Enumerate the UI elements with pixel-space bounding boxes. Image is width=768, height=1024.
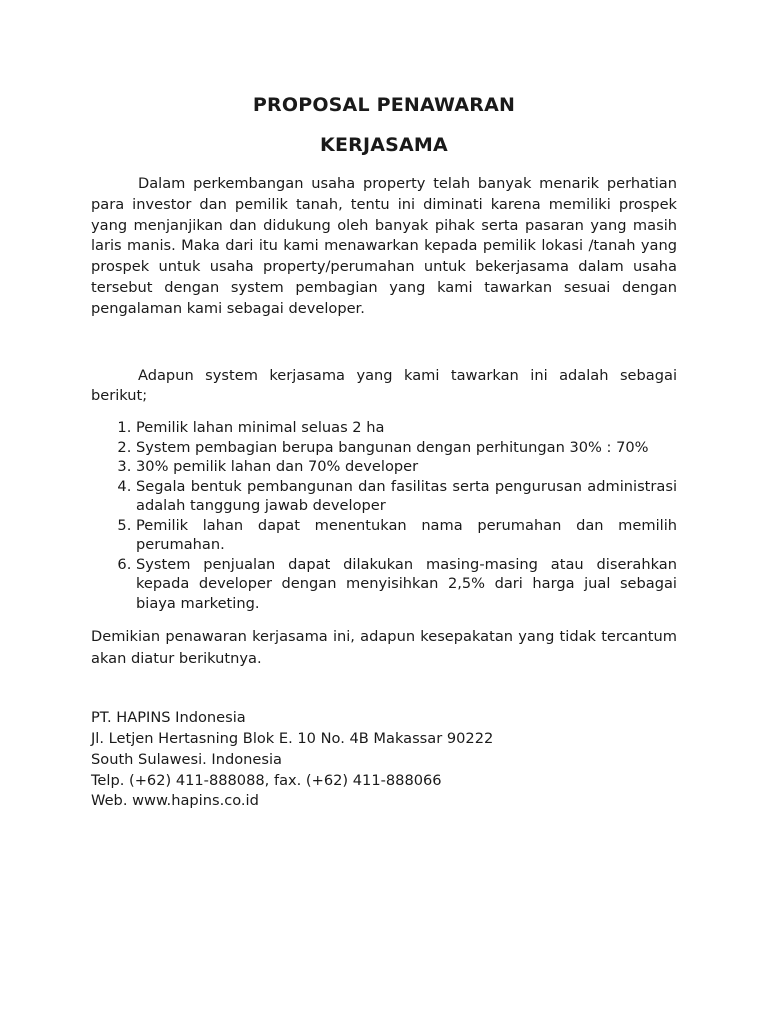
company-address-block [91, 708, 677, 812]
closing-paragraph: Demikian penawaran kerjasama ini, adapun kesepakatan yang tidak tercantum akan diatur berikutnya. [91, 628, 677, 668]
company-address: Jl. Letjen Hertasning Blok E. 10 No. 4B Makassar 90222 [91, 729, 494, 747]
list-item: 1. Pemilik lahan minimal seluas 2 ha [136, 418, 677, 438]
intro-paragraph: Dalam perkembangan usaha property telah banyak menarik perhatian para investor dan pemilik tanah, tentu ini diminati karena memiliki prospek yang menjanjikan dan didukung oleh banyak pihak serta pasaran yang masih laris manis. Maka dari itu kami menawarkan kepada pemilik lokasi /tanah yang prospek untuk usaha property/perumahan untuk bekerjasama dalam usaha tersebut dengan system pembagian yang kami tawarkan sesuai dengan pengalaman kami sebagai developer. [91, 175, 677, 317]
list-item: 2. System pembagian berupa bangunan dengan perhitungan 30% : 70% [136, 438, 677, 458]
company-name: PT. HAPINS Indonesia [91, 709, 246, 727]
list-item: 5. Pemilik lahan dapat menentukan nama perumahan dan memilih perumahan. [136, 516, 677, 555]
terms-list [91, 418, 677, 613]
document-content [91, 92, 677, 812]
company-web: Web. www.hapins.co.id [91, 792, 259, 810]
list-item: 4. Segala bentuk pembangunan dan fasilitas serta pengurusan administrasi adalah tanggung jawab developer [136, 477, 677, 516]
list-item: 3. 30% pemilik lahan dan 70% developer [136, 457, 677, 477]
list-item: 6. System penjualan dapat dilakukan masing-masing atau diserahkan kepada developer dengan menyisihkan 2,5% dari harga jual sebagai biaya marketing. [136, 555, 677, 614]
system-intro-paragraph: Adapun system kerjasama yang kami tawarkan ini adalah sebagai berikut; [91, 366, 677, 405]
company-phone: Telp. (+62) 411-888088, fax. (+62) 411-888066 [91, 771, 442, 789]
title-line-1: PROPOSAL PENAWARAN [252, 94, 516, 116]
company-region: South Sulawesi. Indonesia [91, 750, 282, 768]
title-line-2: KERJASAMA [320, 134, 448, 156]
